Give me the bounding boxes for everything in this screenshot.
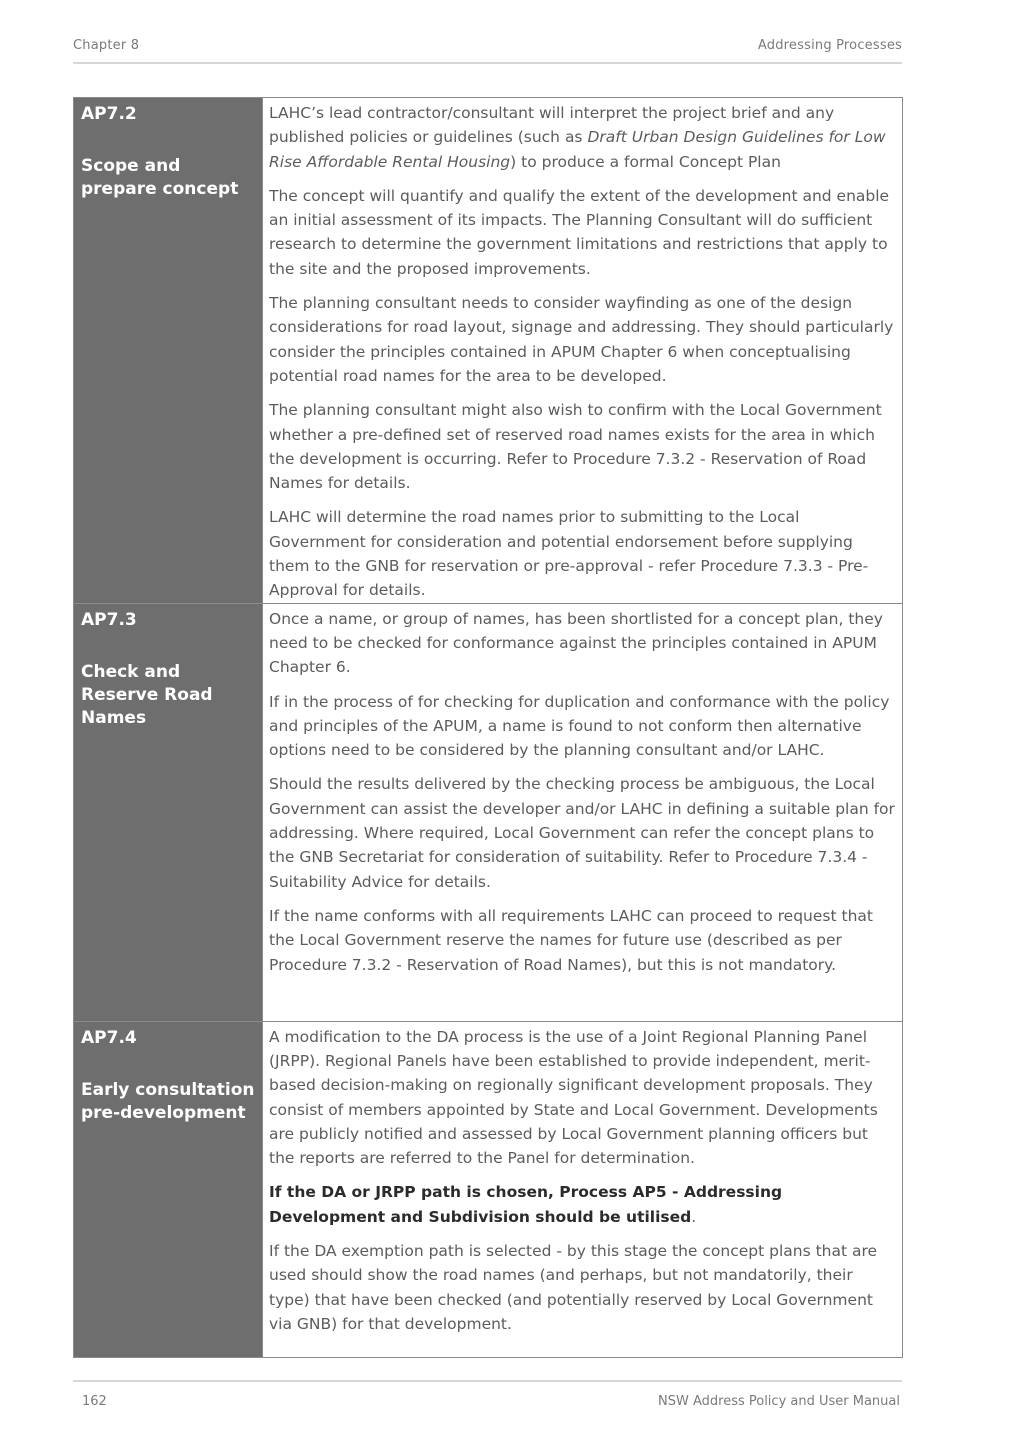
- paragraph: If the name conforms with all requirements LAHC can proceed to request that the Local Government reserve the names for future use (described as per Procedure 7.3.2 - Reservation of Road Names), but this is not mandatory.: [269, 906, 873, 974]
- paragraph: Should the results delivered by the checking process be ambiguous, the Local Government can assist the developer and/or LAHC in defining a suitable plan for addressing. Where required, Local Government can refer the concept plans to the GNB Secretariat for consideration of suitability. Refer to Procedure 7.3.4 - Suitability Advice for details.: [269, 775, 895, 891]
- page-number: 162: [82, 1394, 107, 1409]
- paragraph: The planning consultant might also wish to confirm with the Local Government whether a pre-defined set of reserved road names exists for the area in which the development is occurring. Refer to Procedure 7.3.2 - Reservation of Road Names for details.: [269, 401, 882, 493]
- paragraph: LAHC will determine the road names prior to submitting to the Local Government for consideration and potential endorsement before supplying them to the GNB for reservation or pre-approval - refer Procedure 7.3.3 - Pre-Approval for details.: [269, 508, 869, 600]
- process-label-cell: [74, 603, 263, 1021]
- page-footer: [73, 1380, 902, 1422]
- bold-instruction: If the DA or JRPP path is chosen, Process AP5 - Addressing Development and Subdivision should be utilised: [269, 1183, 783, 1226]
- process-title: Early consultation pre-development: [81, 1079, 255, 1123]
- process-code: AP7.4: [81, 1027, 137, 1048]
- paragraph: The planning consultant needs to consider wayfinding as one of the design considerations for road layout, signage and addressing. They should particularly consider the principles contained in APUM Chapter 6 when conceptualising potential road names for the area to be developed.: [269, 294, 894, 385]
- process-table: [73, 97, 903, 1358]
- process-title: Scope and prepare concept: [81, 156, 239, 199]
- guideline-title: Draft Urban Design Guidelines for Low Rise Affordable Rental Housing: [269, 128, 886, 171]
- paragraph: The concept will quantify and qualify the extent of the development and enable an initial assessment of its impacts. The Planning Consultant will do sufficient research to determine the government limitations and restrictions that apply to the site and the proposed improvements.: [269, 186, 890, 278]
- chapter-label: Chapter 8: [73, 38, 140, 53]
- process-code: AP7.2: [81, 104, 137, 124]
- process-content-cell: [263, 1021, 903, 1357]
- paragraph: [269, 1180, 896, 1229]
- process-label-cell: [74, 1021, 263, 1357]
- paragraph: A modification to the DA process is the use of a Joint Regional Planning Panel (JRPP). Regional Panels have been established to provide independent, merit-based decision-making on regionally significant development proposals. They consist of members appointed by State and Local Government. Developments are publicly notified and assessed by Local Government planning officers but the reports are referred to the Panel for determination.: [269, 1027, 878, 1168]
- section-label: Addressing Processes: [757, 38, 902, 53]
- page-header: [73, 36, 902, 64]
- paragraph-text: .: [691, 1207, 697, 1226]
- paragraph: If in the process of for checking for duplication and conformance with the policy and principles of the APUM, a name is found to not conform then alternative options need to be considered by the planning consultant and/or LAHC.: [269, 692, 890, 760]
- process-code: AP7.3: [81, 609, 137, 630]
- process-row: [74, 98, 903, 604]
- paragraph: [269, 101, 896, 174]
- process-content-cell: [263, 603, 903, 1021]
- process-title: Check and Reserve Road Names: [81, 661, 213, 728]
- process-row: [74, 603, 903, 1021]
- paragraph-text: ) to produce a formal Concept Plan: [510, 152, 781, 171]
- process-row: [74, 1021, 903, 1357]
- process-content-cell: [263, 98, 903, 604]
- process-label-cell: [74, 98, 263, 604]
- paragraph-text: LAHC’s lead contractor/consultant will interpret the project brief and any published policies or guidelines (such as: [269, 104, 835, 147]
- publication-title: NSW Address Policy and User Manual: [658, 1394, 900, 1409]
- paragraph: Once a name, or group of names, has been shortlisted for a concept plan, they need to be checked for conformance against the principles contained in APUM Chapter 6.: [269, 609, 883, 677]
- paragraph: If the DA exemption path is selected - by this stage the concept plans that are used should show the road names (and perhaps, but not mandatorily, their type) that have been checked (and potentially reserved by Local Government via GNB) for that development.: [269, 1242, 878, 1333]
